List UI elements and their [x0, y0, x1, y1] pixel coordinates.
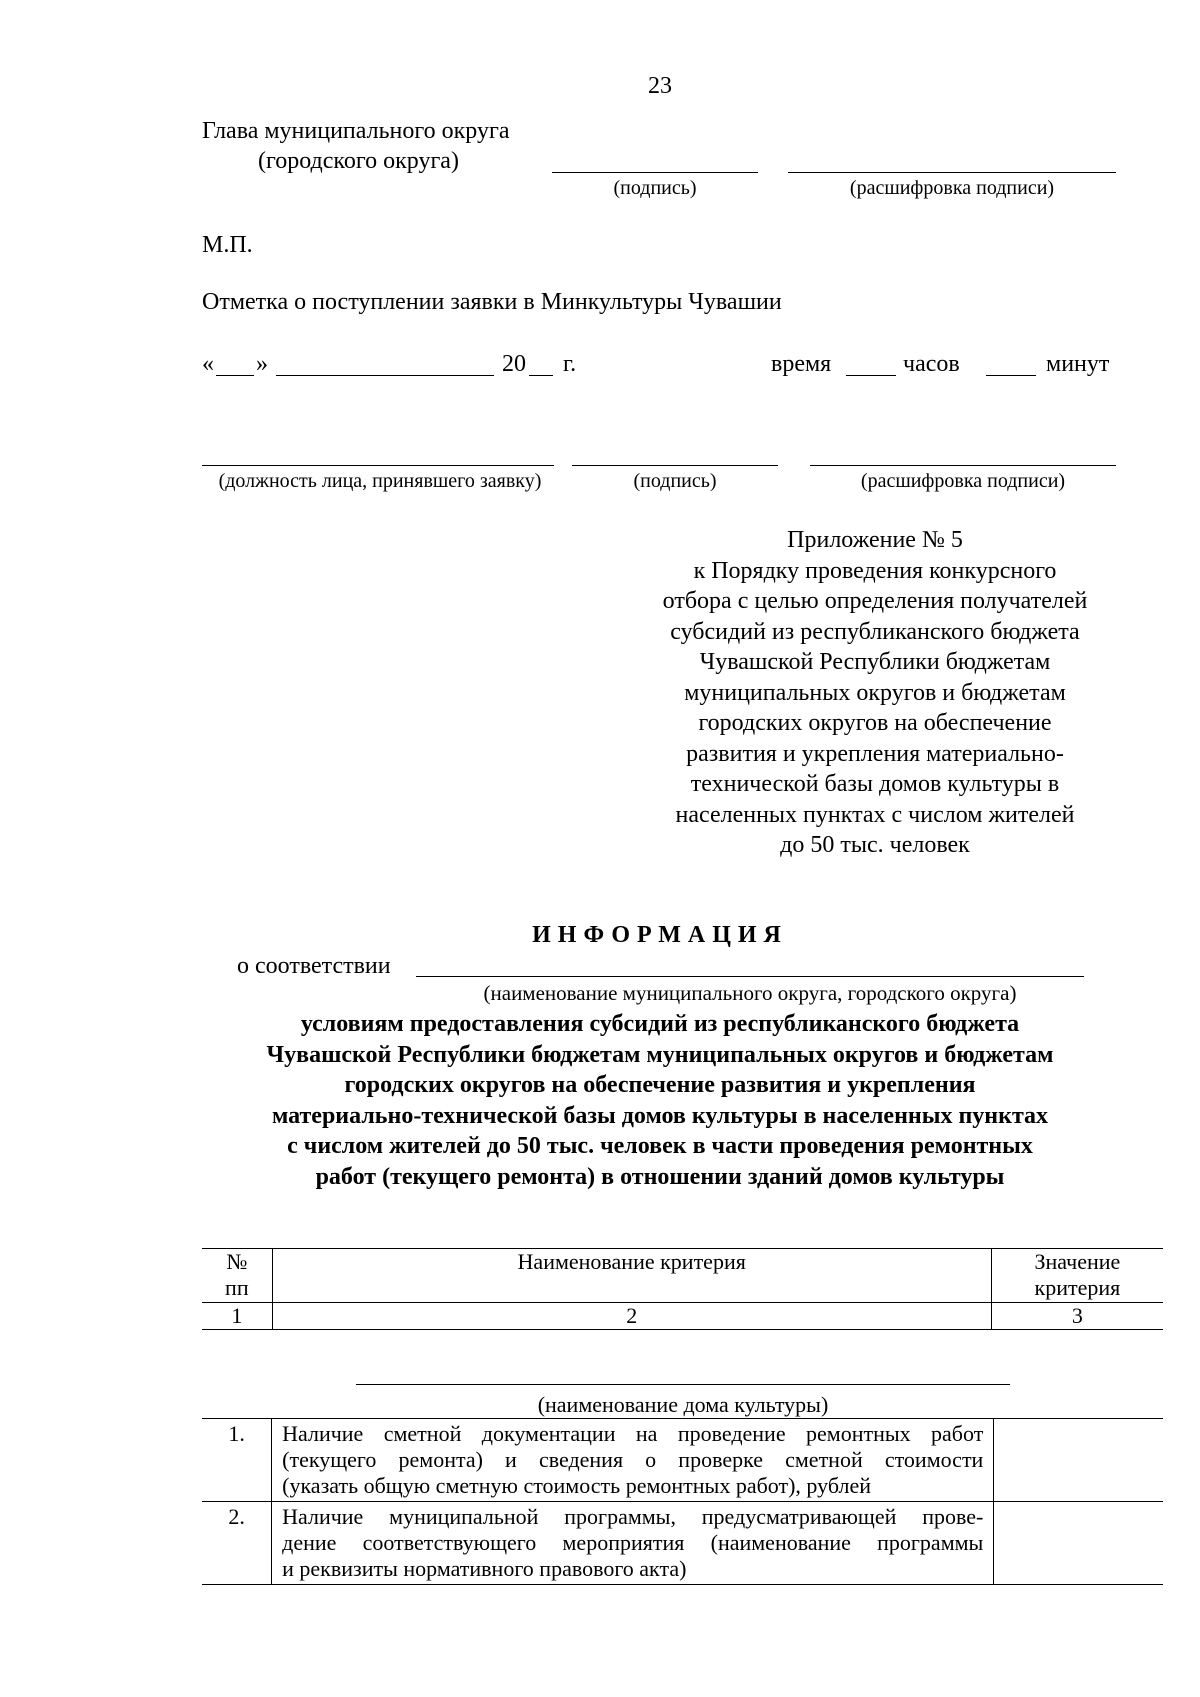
head-signature-caption: (подпись)	[613, 177, 697, 199]
date-year-line	[529, 375, 553, 376]
column-number-1: 1	[202, 1303, 272, 1330]
criterion-text	[272, 1502, 994, 1585]
house-caption: (наименование дома культуры)	[537, 1392, 829, 1417]
receiver-position-caption: (должность лица, принявшего заявку)	[218, 470, 542, 492]
municipality-name-line	[416, 976, 1084, 977]
table-row	[202, 1419, 1163, 1502]
date-year-suffix: г.	[563, 351, 577, 377]
appendix-line: отбора с целью определения получателей	[662, 588, 1088, 614]
appendix-line: до 50 тыс. человек	[780, 832, 970, 858]
time-minutes-label: минут	[1046, 351, 1110, 377]
header-row	[202, 1249, 1163, 1303]
criterion-text-line: Наличие муниципальной программы, предусматривающей прове-	[282, 1504, 984, 1529]
criterion-value	[994, 1502, 1163, 1585]
info-subject-line: городских округов на обеспечение развития и укрепления	[344, 1072, 976, 1098]
date-quote-close: »	[256, 351, 268, 377]
header-number-line1: №	[226, 1249, 248, 1274]
criterion-number: 2.	[202, 1502, 272, 1585]
info-subject-line: Чувашской Республики бюджетам муниципальных округов и бюджетам	[266, 1041, 1054, 1068]
criteria-table	[202, 1418, 1163, 1585]
appendix-line: населенных пунктах с числом жителей	[675, 801, 1075, 828]
head-signature-line	[552, 172, 758, 173]
header-number-cell	[202, 1249, 272, 1303]
criterion-text-line: (текущего ремонта) и сведения о проверке сметной стоимости	[282, 1447, 984, 1472]
receiver-decode-line	[810, 465, 1116, 466]
head-decode-caption: (расшифровка подписи)	[849, 177, 1055, 199]
municipality-caption: (наименование муниципального округа, городского округа)	[483, 981, 1017, 1005]
header-criterion-cell: Наименование критерия	[272, 1249, 991, 1303]
time-hours-label: часов	[903, 351, 960, 377]
column-number-2: 2	[272, 1303, 991, 1330]
criterion-text-line: и реквизиты нормативного правового акта)	[282, 1556, 687, 1581]
header-value-line2: критерия	[1034, 1275, 1121, 1300]
appendix-line: Приложение № 5	[787, 527, 963, 553]
column-number-row	[202, 1303, 1163, 1330]
house-name-line	[356, 1384, 1010, 1385]
criterion-text-line: дение соответствующего мероприятия (наименование программы	[282, 1530, 984, 1555]
criterion-text	[272, 1419, 994, 1502]
date-quote-open: «	[202, 351, 214, 377]
stamp-label: М.П.	[202, 232, 253, 258]
info-subject-line: работ (текущего ремонта) в отношении зданий домов культуры	[315, 1163, 1005, 1190]
column-number-3: 3	[991, 1303, 1163, 1330]
info-title: ИНФОРМАЦИЯ	[532, 922, 788, 948]
time-hours-line	[846, 375, 896, 376]
criterion-text-line: Наличие сметной документации на проведение ремонтных работ	[282, 1421, 984, 1446]
receiver-signature-caption: (подпись)	[633, 470, 717, 492]
receiver-decode-caption: (расшифровка подписи)	[860, 470, 1066, 492]
appendix-line: развития и укрепления материально-	[686, 740, 1064, 767]
header-number-line2: пп	[225, 1275, 249, 1300]
head-decode-line	[788, 172, 1116, 173]
appendix-line: городских округов на обеспечение	[698, 710, 1052, 736]
criteria-header-table	[202, 1248, 1163, 1330]
conformity-label: о соответствии	[237, 953, 391, 979]
time-minutes-line	[986, 375, 1036, 376]
appendix-block	[640, 525, 1110, 861]
info-subject-line: условиям предоставления субсидий из республиканского бюджета	[300, 1011, 1020, 1037]
header-value-line1: Значение	[1034, 1249, 1121, 1274]
receiver-signature-line	[572, 465, 778, 466]
appendix-line: субсидий из республиканского бюджета	[670, 618, 1080, 645]
receipt-note-title: Отметка о поступлении заявки в Минкультуры Чувашии	[202, 289, 782, 315]
date-month-line	[276, 375, 494, 376]
table-row	[202, 1502, 1163, 1585]
info-subject	[190, 1009, 1130, 1192]
info-subject-line: с числом жителей до 50 тыс. человек в части проведения ремонтных	[287, 1133, 1033, 1159]
appendix-line: муниципальных округов и бюджетам	[684, 679, 1066, 706]
time-label: время	[771, 351, 832, 377]
header-value-cell	[991, 1249, 1163, 1303]
head-title-line2: (городского округа)	[258, 148, 459, 174]
appendix-line: технической базы домов культуры в	[690, 771, 1060, 797]
receiver-position-line	[202, 465, 554, 466]
date-day-line	[216, 375, 254, 376]
appendix-line: Чувашской Республики бюджетам	[699, 649, 1051, 675]
info-subject-line: материально-технической базы домов культуры в населенных пунктах	[271, 1102, 1049, 1129]
page-number: 23	[648, 73, 672, 99]
criterion-text-line: (указать общую сметную стоимость ремонтных работ), рублей	[282, 1473, 872, 1498]
criterion-number: 1.	[202, 1419, 272, 1502]
head-title-line1: Глава муниципального округа	[202, 118, 510, 144]
appendix-line: к Порядку проведения конкурсного	[693, 557, 1057, 584]
date-year-prefix: 20	[502, 351, 526, 377]
criterion-value	[994, 1419, 1163, 1502]
